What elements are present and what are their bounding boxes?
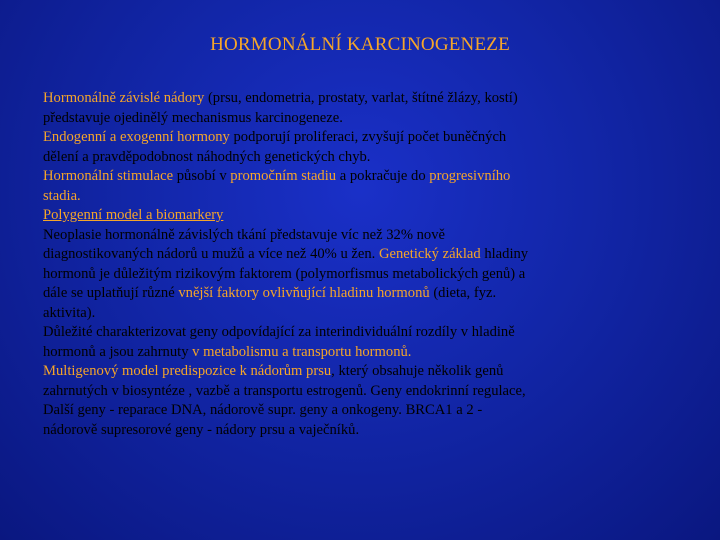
text-span: v metabolismu a transportu hormonů. [192,343,412,360]
text-span: (dieta, fyz. [429,285,497,301]
text-line [43,343,683,363]
text-span: Hormonální stimulace [43,168,174,184]
text-span: , který obsahuje několik genů [331,363,504,379]
text-line [43,206,683,226]
text-line [43,284,683,304]
text-span: Hormonálně závislé nádory [43,90,205,106]
text-span: dále se uplatňují různé [43,285,179,301]
text-span: Další geny - reparace DNA, nádorově supr. geny a onkogeny. BRCA1 a 2 - [43,402,483,418]
text-span: zahrnutých v biosyntéze , vazbě a transportu estrogenů. Geny endokrinní regulace, [43,382,526,399]
text-line [43,401,683,421]
text-span: diagnostikovaných nádorů u mužů a více než 40% u žen. [43,246,379,262]
text-line [43,187,683,207]
text-span: stadia. [43,187,81,204]
text-span: nádorově supresorové geny - nádory prsu a vaječníků. [43,421,360,438]
text-line [43,323,683,343]
text-span: Důležité charakterizovat geny odpovídající za interindividuální rozdíly v hladině [43,324,515,340]
text-line [43,265,683,285]
text-span: (prsu, endometria, prostaty, varlat, štítné žlázy, kostí) [204,90,518,106]
text-span: aktivita). [43,304,96,321]
text-line [43,245,683,265]
text-span: progresivního [429,168,511,184]
text-span: vnější faktory ovlivňující hladinu hormonů [178,285,430,301]
text-line [43,148,683,168]
text-span: hormonů je důležitým rizikovým faktorem (polymorfismus metabolických genů) a [43,265,526,282]
text-line [43,89,683,109]
text-line [43,167,683,187]
text-span: a pokračuje do [336,168,430,184]
text-span: Genetický základ [378,246,481,262]
text-span: promočním stadiu [230,168,337,184]
text-span: působí v [173,168,231,184]
slide-body [43,89,683,440]
text-span: Neoplasie hormonálně závislých tkání představuje víc než 32% nově [43,226,446,243]
section-heading: Polygenní model a biomarkery [43,207,224,223]
text-span: podporují proliferaci, zvyšují počet buněčných [229,129,507,145]
text-line [43,304,683,324]
text-span: dělení a pravděpodobnost náhodných genetických chyb. [43,148,371,165]
text-span: hormonů a jsou zahrnuty [43,343,193,360]
text-span: Endogenní a exogenní hormony [43,129,230,145]
slide-title: HORMONÁLNÍ KARCINOGENEZE [210,34,510,55]
text-line [43,128,683,148]
text-span: představuje ojedinělý mechanismus karcinogeneze. [43,109,343,126]
text-span: hladiny [480,246,529,262]
text-line [43,109,683,129]
text-line [43,421,683,441]
text-line [43,226,683,246]
text-line [43,362,683,382]
text-span: Multigenový model predispozice k nádorům prsu [43,363,332,379]
text-line [43,382,683,402]
